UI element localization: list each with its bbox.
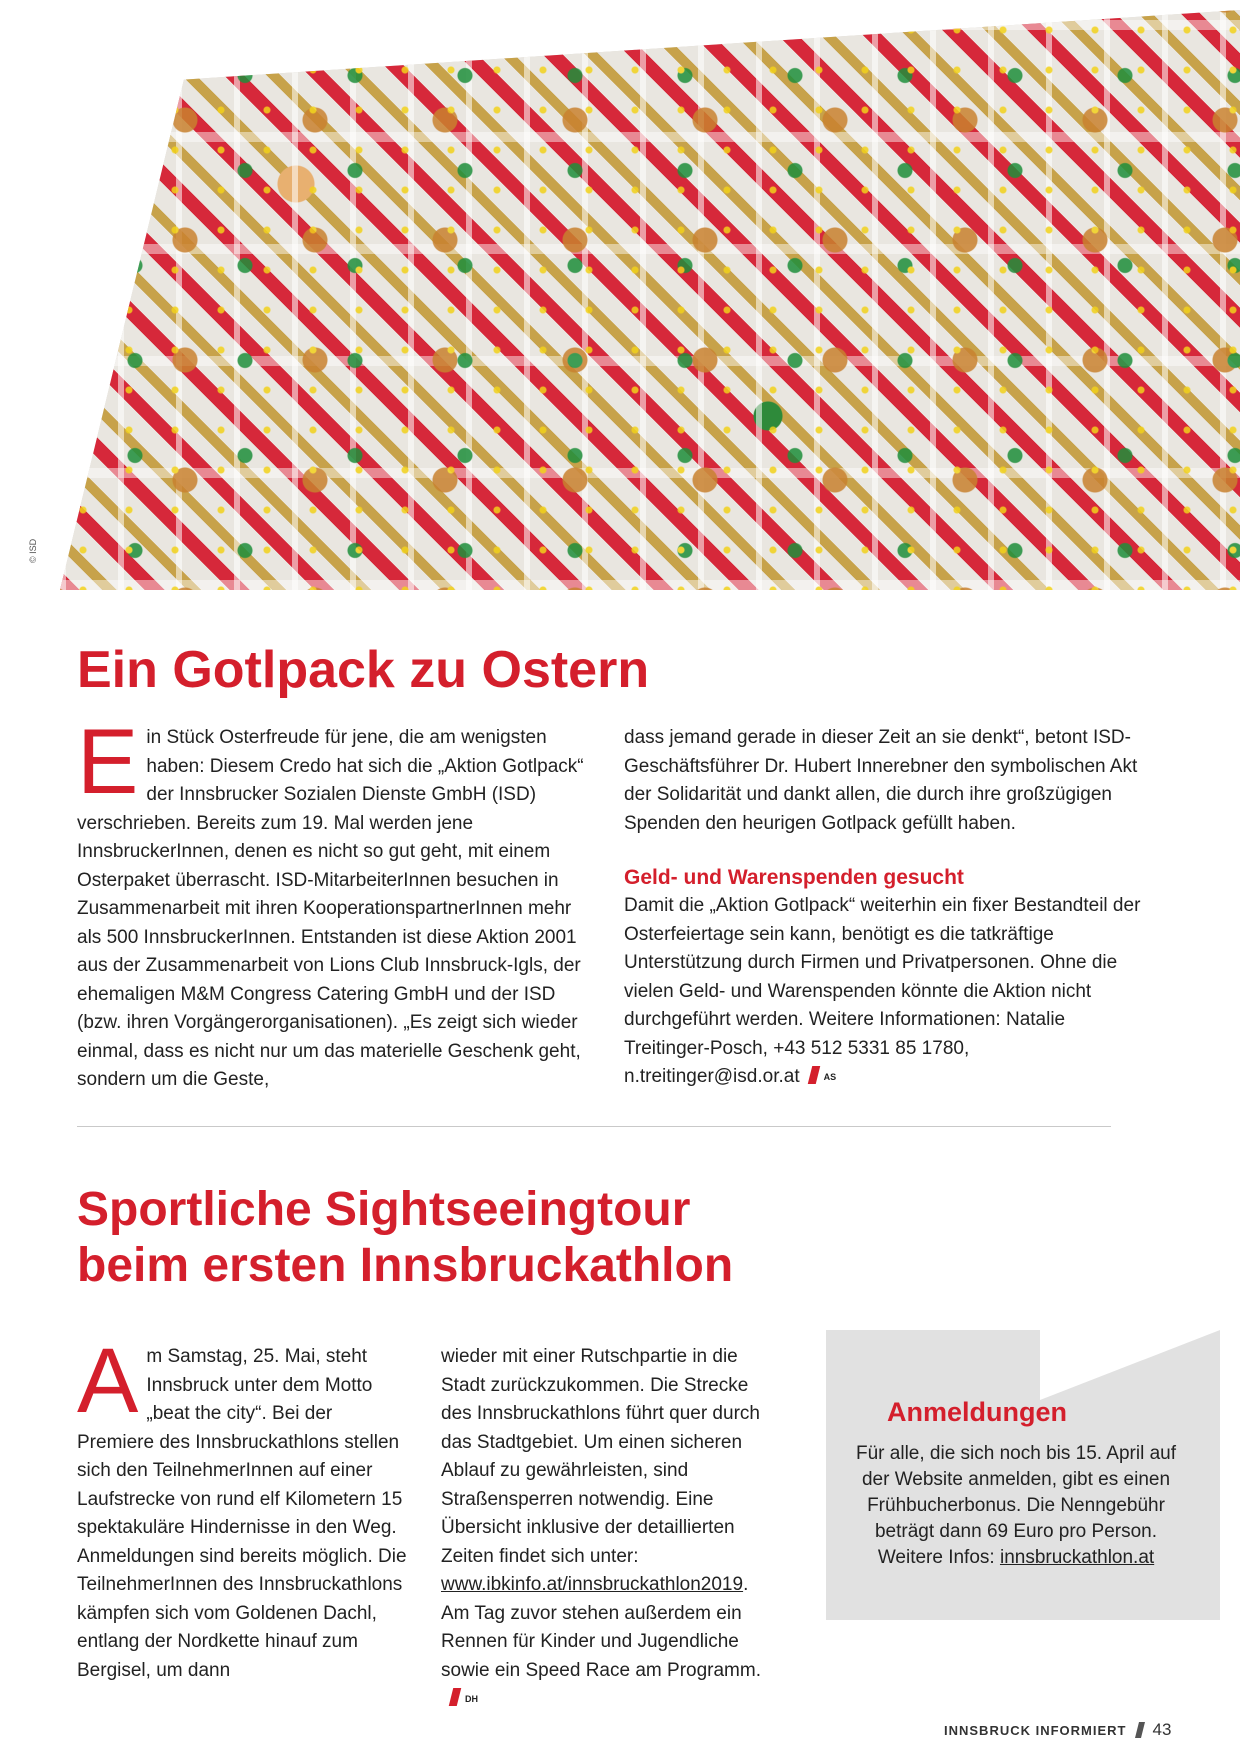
slash-mark <box>807 1066 819 1084</box>
publication-name: INNSBRUCK INFORMIERT <box>944 1723 1127 1738</box>
article2-title-line2: beim ersten Innsbruckathlon <box>77 1239 734 1293</box>
article2-column-2 <box>441 1343 781 1714</box>
article1-column-1 <box>77 711 587 1095</box>
footer-slash <box>1135 1722 1145 1738</box>
registration-text <box>856 1441 1176 1571</box>
article2-body-1: m Samstag, 25. Mai, steht Innsbruck unter dem Motto „beat the city“. Bei der Premiere des Innsbruckathlons stellen sich den TeilnehmerInnen auf einer Laufstrecke von rund elf Kilometern 15 spektakuläre Hindernisse in den Weg. Anmeldungen sind bereits möglich. Die TeilnehmerInnen des Innsbruckathlons kämpfen sich vom Goldenen Dachl, entlang der Nordkette hinauf zum Bergisel, um dann <box>77 1346 407 1681</box>
article2-title-line1: Sportliche Sightseeingtour <box>77 1183 691 1236</box>
article2-body-3: . Am Tag zuvor stehen außerdem ein Rennen für Kinder und Jugendliche sowie ein Speed Race am Programm. <box>441 1574 761 1681</box>
article1-subheading: Geld- und Warenspenden gesucht <box>624 866 964 889</box>
section-divider <box>77 1126 1111 1127</box>
slash-mark <box>449 1688 461 1706</box>
article1-title: Ein Gotlpack zu Ostern <box>77 641 650 699</box>
article2-body-2: wieder mit einer Rutschpartie in die Stadt zurückzukommen. Die Strecke des Innsbruckathlons führt quer durch das Stadtgebiet. Um einen sicheren Ablauf zu gewährleisten, sind Straßensperren notwendig. Eine Übersicht inklusive der detaillierten Zeiten findet sich unter: <box>441 1346 760 1567</box>
article1-dropcap: E <box>77 711 139 813</box>
registration-title: Anmeldungen <box>887 1397 1067 1427</box>
registration-body: Für alle, die sich noch bis 15. April auf der Website anmelden, gibt es einen Frühbucherbonus. Die Nenngebühr beträgt dann 69 Euro pro Person. Weitere Infos: <box>856 1443 1177 1568</box>
article2-column-1 <box>77 1330 412 1685</box>
registration-link[interactable]: innsbruckathlon.at <box>999 1547 1155 1568</box>
page-number: 43 <box>1152 1720 1172 1739</box>
article1-body-2: dass jemand gerade in dieser Zeit an sie denkt“, betont ISD-Geschäftsführer Dr. Hubert Innerebner den symbolischen Akt der Solidarität und dankt allen, die durch ihre großzügigen Spenden den heurigen Gotlpack gefüllt haben. <box>624 727 1138 834</box>
article1-column-2 <box>624 724 1144 1092</box>
article1-body-1: in Stück Osterfreude für jene, die am wenigsten haben: Diesem Credo hat sich die „Aktion Gotlpack“ der Innsbrucker Sozialen Dienste GmbH (ISD) verschrieben. Bereits zum 19. Mal werden jene InnsbruckerInnen, denen es nicht so gut geht, mit einem Osterpaket überrascht. ISD-MitarbeiterInnen besuchen in Zusammenarbeit mit ihren KooperationspartnerInnen mehr als 500 InnsbruckerInnen. Entstanden ist diese Aktion 2001 aus der Zusammenarbeit von Lions Club Innsbruck-Igls, der ehemaligen M&M Congress Catering GmbH und der ISD (bzw. ihren Vorgängerorganisationen). „Es zeigt sich wieder einmal, dass es nicht nur um das materielle Geschenk geht, sondern um die Geste, <box>77 727 584 1090</box>
article2-dropcap: A <box>77 1330 139 1432</box>
innsbruckathlon-link[interactable]: www.ibkinfo.at/innsbruckathlon2019 <box>441 1574 744 1595</box>
photo-credit: © ISD <box>28 538 38 563</box>
article2-author: DH <box>465 1694 478 1704</box>
easter-packages-photo <box>60 10 1240 590</box>
page-footer <box>944 1720 1171 1740</box>
article2-title <box>77 1182 977 1294</box>
photo-texture <box>60 10 1240 590</box>
article1-author: AS <box>823 1072 837 1082</box>
article1-body-3: Damit die „Aktion Gotlpack“ weiterhin ein fixer Bestandteil der Osterfeiertage sein kann, benötigt es die tatkräftige Unterstützung durch Firmen und Privatpersonen. Ohne die vielen Geld- und Warenspenden könnte die Aktion nicht durchgeführt werden. Weitere Informationen: Natalie Treitinger-Posch, +43 512 5331 85 1780, n.treitinger@isd.or.at <box>624 895 1141 1087</box>
